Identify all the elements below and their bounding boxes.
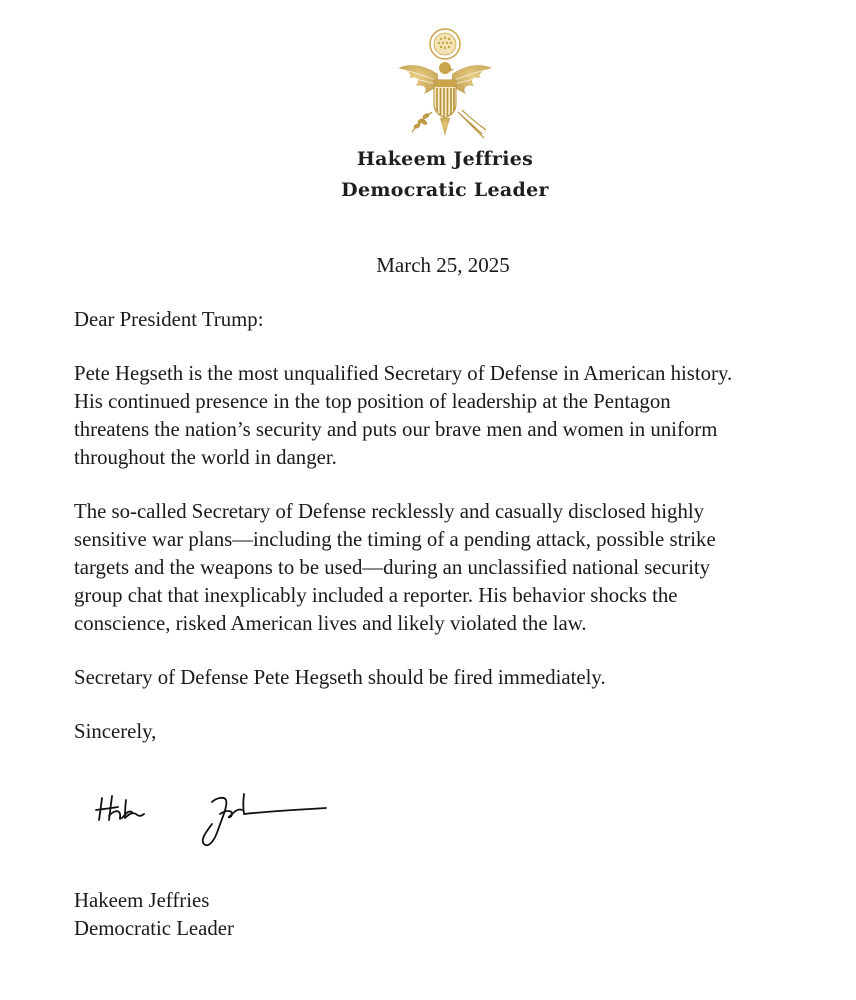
signoff-title: Democratic Leader <box>74 917 234 940</box>
letter-date: March 25, 2025 <box>376 253 510 277</box>
letter-body <box>74 306 834 746</box>
paragraph-line: His continued presence in the top position of leadership at the Pentagon <box>74 390 671 413</box>
letterhead <box>0 144 856 206</box>
paragraph-line: The so-called Secretary of Defense recklessly and casually disclosed highly <box>74 500 705 523</box>
signoff-block <box>74 887 234 943</box>
paragraph-line: targets and the weapons to be used—during an unclassified national security <box>74 556 711 579</box>
closing: Sincerely, <box>74 720 157 743</box>
salutation: Dear President Trump: <box>74 308 264 331</box>
signoff-name: Hakeem Jeffries <box>74 889 210 912</box>
letterhead-name: Hakeem Jeffries <box>356 148 534 170</box>
paragraph-line: sensitive war plans—including the timing of a pending attack, possible strike <box>74 528 716 551</box>
paragraph-line: conscience, risked American lives and likely violated the law. <box>74 612 587 635</box>
great-seal-eagle-icon <box>390 26 500 144</box>
paragraph-line: threatens the nation’s security and puts our brave men and women in uniform <box>74 418 718 441</box>
handwritten-signature <box>92 784 332 854</box>
paragraph-line: group chat that inexplicably included a reporter. His behavior shocks the <box>74 584 678 607</box>
paragraph-line: Pete Hegseth is the most unqualified Secretary of Defense in American history. <box>74 362 733 385</box>
paragraph-1 <box>74 360 834 472</box>
paragraph-2 <box>74 498 834 638</box>
paragraph-3 <box>74 664 834 692</box>
paragraph-line: throughout the world in danger. <box>74 446 337 469</box>
letterhead-title: Democratic Leader <box>341 179 549 201</box>
paragraph-line: Secretary of Defense Pete Hegseth should be fired immediately. <box>74 666 606 689</box>
